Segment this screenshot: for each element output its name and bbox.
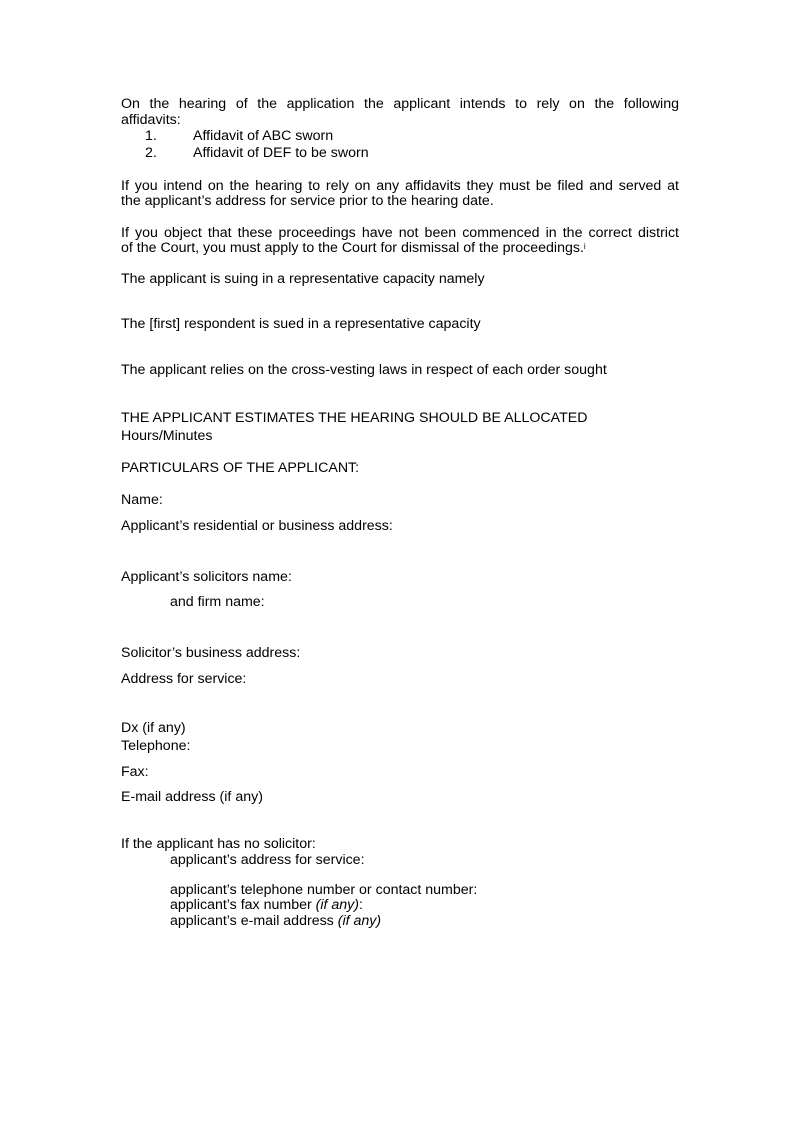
email-qualifier: (if any) — [337, 913, 382, 929]
hearing-estimate-heading: THE APPLICANT ESTIMATES THE HEARING SHOULD BE ALLOCATED — [121, 410, 588, 426]
address-for-service-label: Address for service: — [121, 671, 247, 687]
affidavits-intro-line2: affidavits: — [121, 112, 181, 128]
affidavit-item-text: Affidavit of ABC sworn — [193, 128, 334, 144]
email-label: E-mail address (if any) — [121, 789, 263, 805]
rely-notice-line1: If you intend on the hearing to rely on any affidavits they must be filed and served at — [121, 178, 679, 194]
firm-name-label: and firm name: — [170, 594, 265, 610]
no-solicitor-address-label: applicant’s address for service: — [170, 852, 365, 868]
no-solicitor-heading: If the applicant has no solicitor: — [121, 836, 316, 852]
solicitors-name-label: Applicant’s solicitors name: — [121, 569, 292, 585]
affidavit-item-number: 2. — [145, 145, 157, 161]
no-solicitor-fax-label — [170, 897, 363, 914]
affidavit-item-number: 1. — [145, 128, 157, 144]
dx-label: Dx (if any) — [121, 720, 186, 736]
affidavits-intro-line1: On the hearing of the application the applicant intends to rely on the following — [121, 96, 679, 112]
fax-label-colon: : — [359, 897, 363, 913]
fax-label-text: applicant’s fax number — [170, 897, 316, 913]
fax-qualifier: (if any) — [315, 897, 359, 913]
district-notice-line1: If you object that these proceedings have not been commenced in the correct district — [121, 225, 679, 241]
representative-respondent: The [first] respondent is sued in a representative capacity — [121, 316, 481, 332]
representative-applicant: The applicant is suing in a representative capacity namely — [121, 271, 485, 287]
no-solicitor-telephone-label: applicant’s telephone number or contact number: — [170, 882, 478, 898]
solicitor-business-address-label: Solicitor’s business address: — [121, 645, 301, 661]
residential-address-label: Applicant’s residential or business address: — [121, 518, 393, 534]
email-label-text: applicant’s e-mail address — [170, 913, 338, 929]
no-solicitor-email-label — [170, 913, 381, 930]
name-label: Name: — [121, 492, 163, 508]
endnote-marker: i — [583, 242, 586, 251]
affidavit-item-text: Affidavit of DEF to be sworn — [193, 145, 369, 161]
cross-vesting-statement: The applicant relies on the cross-vesting laws in respect of each order sought — [121, 362, 607, 378]
fax-label: Fax: — [121, 764, 149, 780]
district-notice-line2 — [121, 240, 586, 257]
telephone-label: Telephone: — [121, 738, 191, 754]
hearing-estimate-units: Hours/Minutes — [121, 428, 213, 444]
rely-notice-line2: the applicant’s address for service prior to the hearing date. — [121, 193, 494, 209]
district-notice-text: of the Court, you must apply to the Court for dismissal of the proceedings. — [121, 240, 584, 256]
particulars-heading: PARTICULARS OF THE APPLICANT: — [121, 460, 360, 476]
